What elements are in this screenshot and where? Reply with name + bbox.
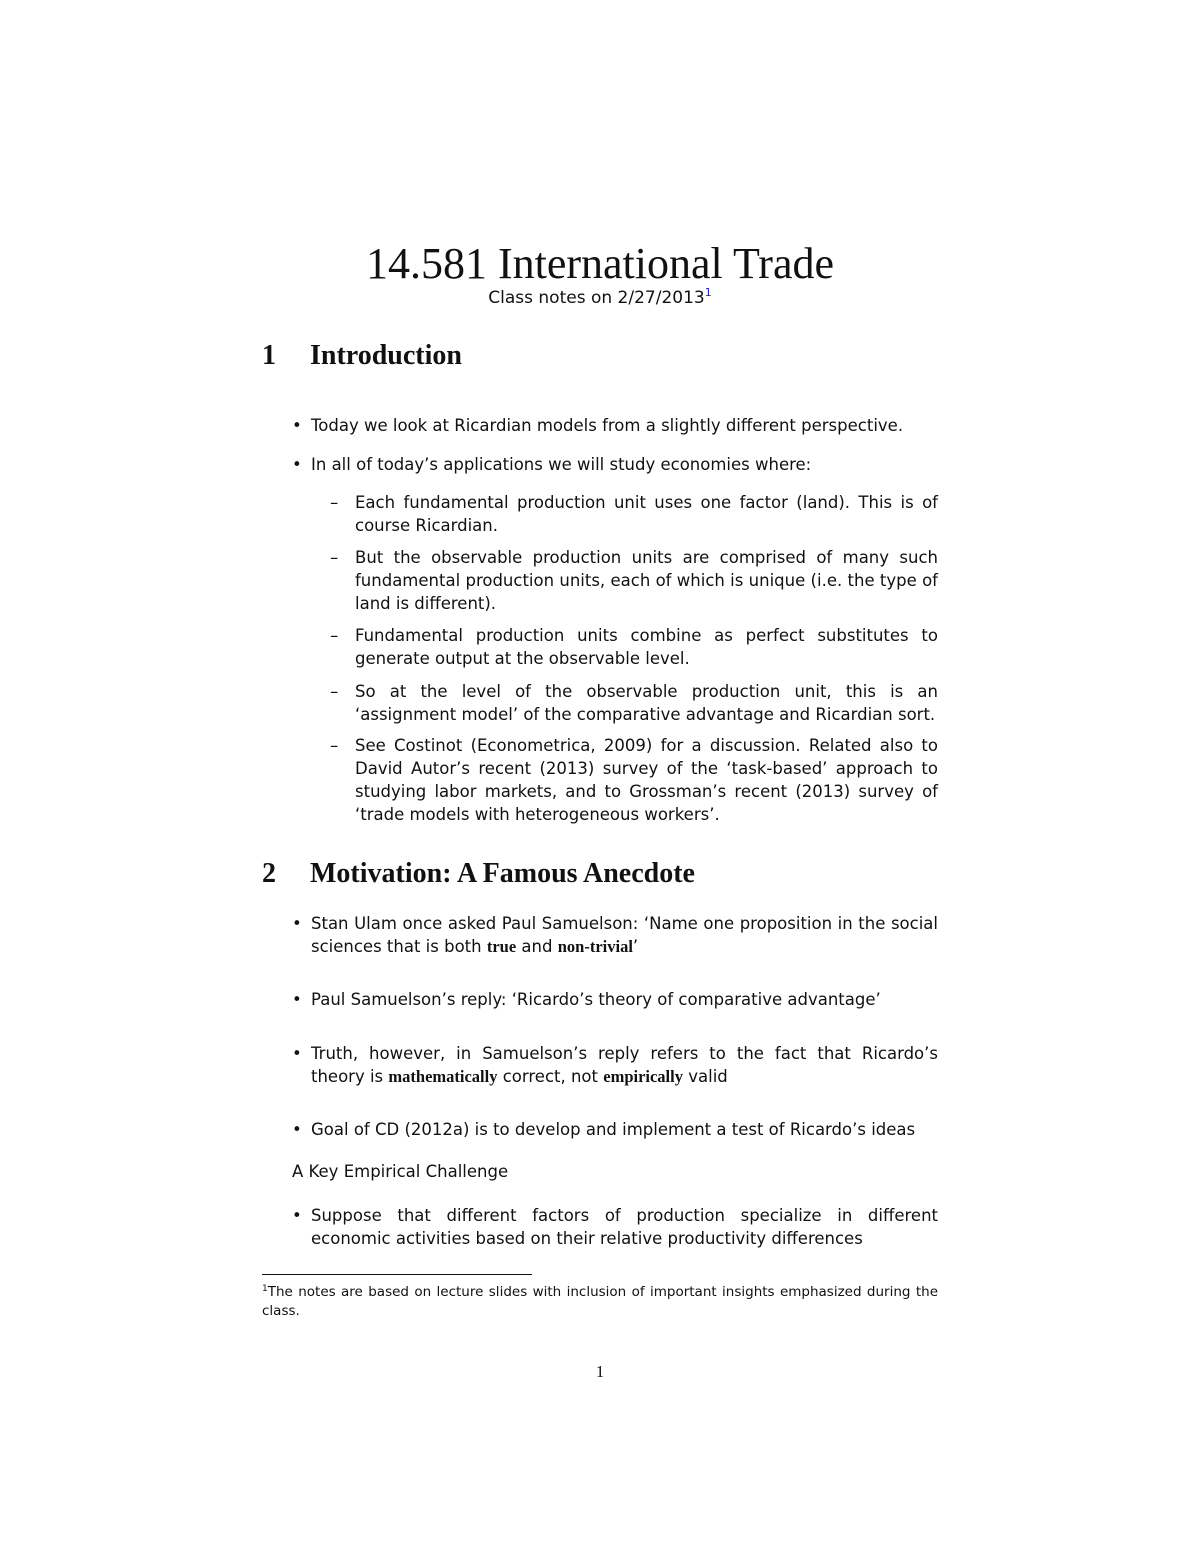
sub-list-item-text: See Costinot (Econometrica, 2009) for a discussion. Related also to David Autor’s recent (2013) survey of the ‘task-based’ approach to studying labor markets, and to Grossman’s recent (2013) survey of ‘trade models with heterogeneous workers’. bbox=[355, 736, 938, 824]
sub-list-item bbox=[330, 546, 938, 615]
text-run: Stan Ulam once asked Paul Samuelson: ‘Name one proposition in the social sciences that is both bbox=[311, 914, 938, 956]
list-item bbox=[292, 414, 938, 437]
sub-list-item bbox=[330, 680, 938, 726]
sub-list-item-text: Fundamental production units combine as perfect substitutes to generate output at the observable level. bbox=[355, 626, 938, 668]
text-run: ’ bbox=[632, 937, 639, 956]
dash-icon: – bbox=[330, 626, 339, 645]
sub-list-item bbox=[330, 624, 938, 670]
sub-list-item bbox=[330, 491, 938, 537]
document-subtitle bbox=[0, 286, 1200, 308]
dash-icon: – bbox=[330, 682, 339, 701]
bullet-icon: • bbox=[292, 455, 302, 474]
section-heading-introduction bbox=[262, 340, 462, 372]
text-run: valid bbox=[682, 1067, 728, 1086]
section-title: Introduction bbox=[310, 340, 462, 371]
section-heading-motivation bbox=[262, 858, 695, 890]
text-run: Truth, however, in Samuelson’s reply refers to the fact that Ricardo’s theory is bbox=[311, 1044, 938, 1086]
list-item-text bbox=[292, 1042, 938, 1088]
bullet-icon: • bbox=[292, 1206, 302, 1225]
text-run: correct, not bbox=[497, 1067, 604, 1086]
dash-icon: – bbox=[330, 736, 339, 755]
bullet-icon: • bbox=[292, 416, 302, 435]
list-item-text: Suppose that different factors of production specialize in different economic activities based on their relative productivity differences bbox=[311, 1206, 938, 1248]
list-item bbox=[292, 1118, 938, 1141]
footnote-text: The notes are based on lecture slides with inclusion of important insights emphasized during the class. bbox=[262, 1284, 938, 1319]
sub-list-item-text: So at the level of the observable production unit, this is an ‘assignment model’ of the comparative advantage and Ricardian sort. bbox=[355, 682, 938, 724]
document-title: 14.581 International Trade bbox=[365, 239, 835, 288]
bullet-icon: • bbox=[292, 914, 302, 933]
footnote-link[interactable]: 1 bbox=[704, 286, 712, 299]
list-item bbox=[292, 988, 938, 1011]
footnote bbox=[262, 1280, 938, 1321]
list-item bbox=[292, 453, 938, 476]
section-number: 2 bbox=[262, 858, 276, 889]
bold-mathematically: mathematically bbox=[388, 1067, 498, 1086]
section-number: 1 bbox=[262, 340, 276, 371]
dash-icon: – bbox=[330, 548, 339, 567]
text-run: and bbox=[516, 937, 558, 956]
subheading: A Key Empirical Challenge bbox=[292, 1162, 509, 1181]
bold-non-trivial: non-trivial bbox=[557, 937, 633, 956]
dash-icon: – bbox=[330, 493, 339, 512]
list-item-text bbox=[292, 912, 938, 958]
sub-list-item-text: Each fundamental production unit uses one factor (land). This is of course Ricardian. bbox=[355, 493, 938, 535]
page-number: 1 bbox=[595, 1362, 605, 1381]
sub-list-item-text: But the observable production units are comprised of many such fundamental production units, each of which is unique (i.e. the type of land is different). bbox=[355, 548, 938, 613]
list-item bbox=[292, 1042, 938, 1088]
sub-list-item bbox=[330, 734, 938, 826]
list-item-text: Goal of CD (2012a) is to develop and implement a test of Ricardo’s ideas bbox=[311, 1120, 916, 1139]
bullet-icon: • bbox=[292, 1044, 302, 1063]
list-item bbox=[292, 1204, 938, 1250]
list-item-text: Today we look at Ricardian models from a slightly different perspective. bbox=[311, 416, 904, 435]
footnote-mark: 1 bbox=[262, 1284, 268, 1294]
list-item bbox=[292, 912, 938, 958]
bold-empirically: empirically bbox=[603, 1067, 683, 1086]
bullet-icon: • bbox=[292, 1120, 302, 1139]
list-item-text: In all of today’s applications we will study economies where: bbox=[311, 455, 812, 474]
list-item-text: Paul Samuelson’s reply: ‘Ricardo’s theory of comparative advantage’ bbox=[311, 990, 881, 1009]
bullet-icon: • bbox=[292, 990, 302, 1009]
subtitle-text: Class notes on 2/27/2013 bbox=[488, 288, 705, 308]
footnote-divider bbox=[262, 1274, 532, 1275]
section-title: Motivation: A Famous Anecdote bbox=[310, 858, 695, 889]
bold-true: true bbox=[486, 937, 517, 956]
